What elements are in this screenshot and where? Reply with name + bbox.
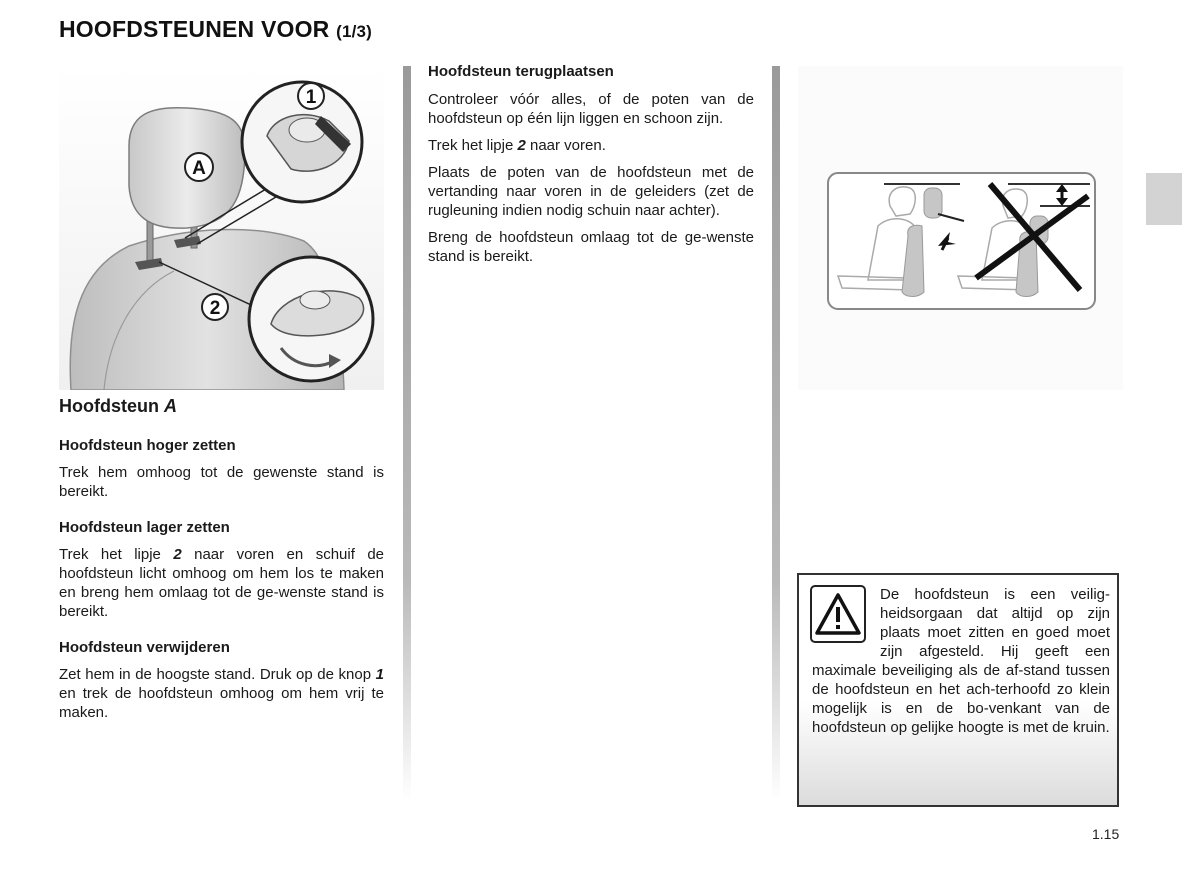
page-number: 1.15 xyxy=(1092,826,1120,842)
section-heading-text: Hoofdsteun xyxy=(59,396,159,416)
column-rule-left xyxy=(403,66,411,801)
subheading-lower: Hoofdsteun lager zetten xyxy=(59,519,230,536)
adjustment-illustration xyxy=(798,66,1123,390)
headrest-illustration xyxy=(59,66,384,390)
subheading-raise: Hoofdsteun hoger zetten xyxy=(59,437,236,454)
subheading-remove: Hoofdsteun verwijderen xyxy=(59,639,230,656)
section-heading xyxy=(59,397,384,416)
paragraph-refit-2: Trek het lipje 2 naar voren. xyxy=(428,137,606,154)
subheading-refit: Hoofdsteun terugplaatsen xyxy=(428,63,614,80)
title-part: (1/3) xyxy=(336,22,373,41)
left-column xyxy=(59,397,384,722)
callout-a: A xyxy=(192,158,206,179)
warning-text-block xyxy=(812,585,1110,737)
paragraph-remove: Zet hem in de hoogste stand. Druk op de knop 1 en trek de hoofdsteun omhoog om hem vrij te maken. xyxy=(59,666,384,721)
paragraph-raise: Trek hem omhoog tot de gewenste stand is bereikt. xyxy=(59,464,384,500)
callout-1: 1 xyxy=(305,87,317,108)
paragraph-refit-4: Breng de hoofdsteun omlaag tot de ge-wenste stand is bereikt. xyxy=(428,229,754,265)
column-rule-right xyxy=(772,66,780,801)
warning-box xyxy=(797,573,1119,807)
callout-2: 2 xyxy=(209,298,221,319)
paragraph-refit-1: Controleer vóór alles, of de poten van de hoofdsteun op één lijn liggen en schoon zijn. xyxy=(428,91,754,127)
section-heading-letter: A xyxy=(164,396,177,416)
middle-column xyxy=(428,62,754,266)
page-title xyxy=(59,16,372,43)
warning-text: De hoofdsteun is een veilig-heidsorgaan dat altijd op zijn plaats moet zitten en goed moet zijn afgesteld. Hij geeft een maximale beveiliging als de af-stand tussen de hoofdsteun en het ach-terhoofd zo klein mogelijk is en de bo-venkant van de hoofdsteun op gelijke hoogte is met de kruin. xyxy=(812,586,1110,736)
chapter-tab xyxy=(1146,173,1182,225)
paragraph-lower: Trek het lipje 2 naar voren en schuif de hoofdsteun licht omhoog om hem los te maken en breng hem omlaag tot de ge-wenste stand is bereikt. xyxy=(59,546,385,620)
paragraph-refit-3: Plaats de poten van de hoofdsteun met de vertanding naar voren in de geleiders (zet de rugleuning indien nodig schuin naar achter). xyxy=(428,164,754,219)
title-text: HOOFDSTEUNEN VOOR xyxy=(59,16,330,42)
